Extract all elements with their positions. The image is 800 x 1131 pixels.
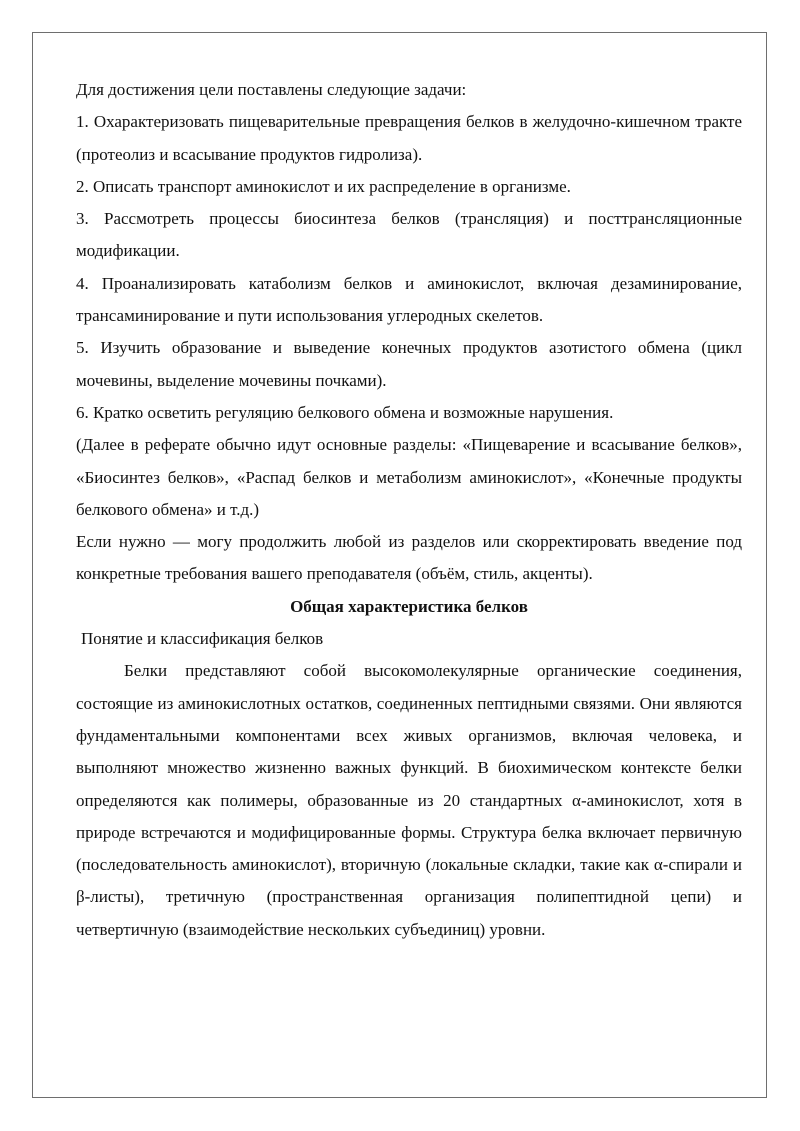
section-title: Общая характеристика белков: [290, 596, 528, 616]
task-item-4: 4. Проанализировать катаболизм белков и аминокислот, включая дезаминирование, трансаминирование и пути использования углеродных скелетов.: [76, 273, 742, 326]
task-item-1: 1. Охарактеризовать пищеварительные превращения белков в желудочно-кишечном тракте (протеолиз и всасывание продуктов гидролиза).: [76, 112, 742, 164]
task-item-5: 5. Изучить образование и выведение конечных продуктов азотистого обмена (цикл мочевины, выделение мочевины почками).: [76, 338, 742, 390]
task-item-6: 6. Кратко осветить регуляцию белкового обмена и возможные нарушения.: [76, 402, 614, 422]
continuation-offer: Если нужно — могу продолжить любой из разделов или скорректировать введение под конкретные требования вашего преподавателя (объём, стиль, акценты).: [76, 532, 742, 584]
task-item-2: 2. Описать транспорт аминокислот и их распределение в организме.: [76, 176, 571, 196]
goal-intro: Для достижения цели поставлены следующие задачи:: [76, 80, 467, 99]
task-item-3: 3. Рассмотреть процессы биосинтеза белков (трансляция) и посттрансляционные модификации.: [76, 209, 742, 261]
sections-note: (Далее в реферате обычно идут основные разделы: «Пищеварение и всасывание белков», «Биосинтез белков», «Распад белков и метаболизм аминокислот», «Конечные продукты белкового обмена» и т.д.): [76, 435, 742, 519]
subsection-title: Понятие и классификация белков: [81, 629, 324, 649]
body-paragraph: Белки представляют собой высокомолекулярные органические соединения, состоящие из аминокислотных остатков, соединенных пептидными связями. Они являются фундаментальными компонентами всех живых организмов, включая человека, и выполняют множество жизненно важных функций. В биохимическом контексте белки определяются как полимеры, образованные из 20 стандартных α-аминокислот, хотя в природе встречаются и модифицированные формы. Структура белка включает первичную (последовательность аминокислот), вторичную (локальные складки, такие как α-спирали и β-листы), третичную (пространственная организация полипептидной цепи) и четвертичную (взаимодействие нескольких субъединиц) уровни.: [76, 661, 742, 939]
document-body: [76, 74, 742, 946]
